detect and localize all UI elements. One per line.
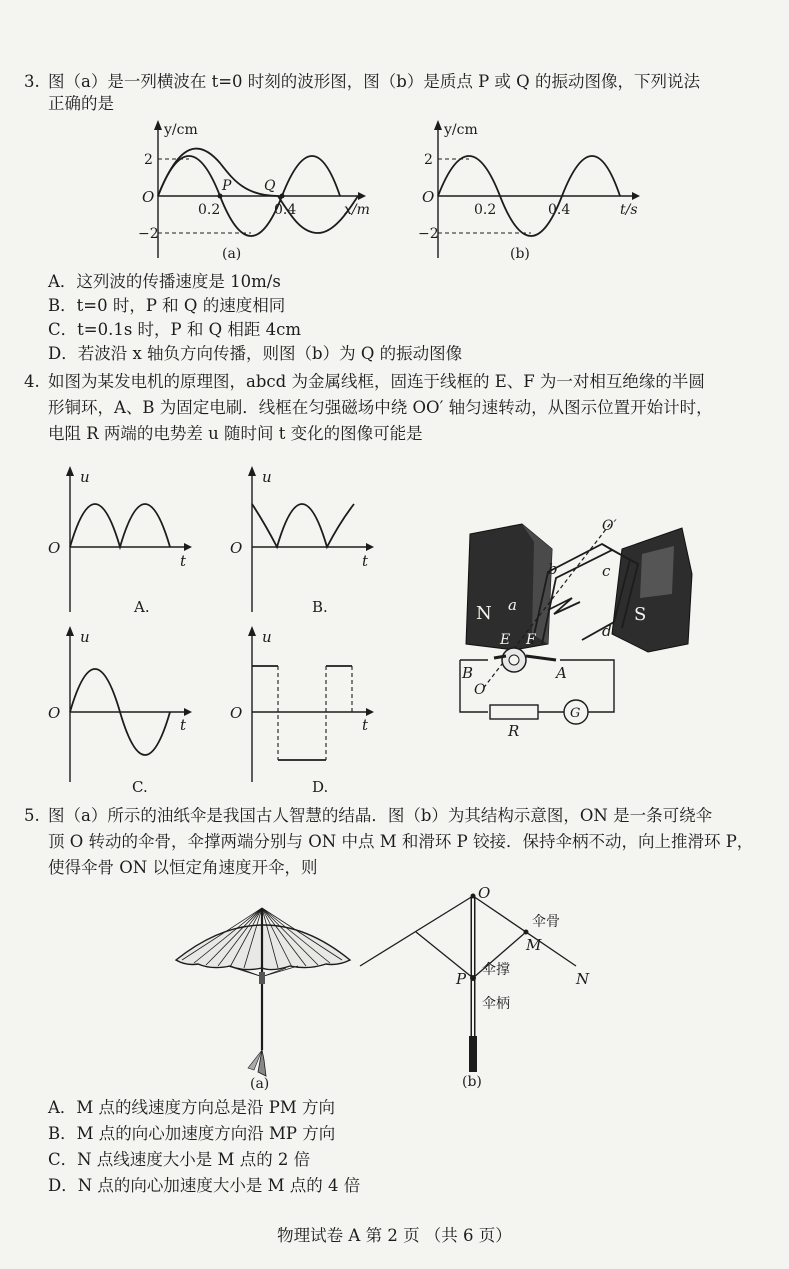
label-o-top: O — [478, 884, 491, 902]
q4a-x-label: t — [180, 552, 187, 570]
q4a-caption: A. — [134, 598, 150, 616]
q3a-xlabel: x/m — [344, 202, 370, 218]
q4-graph-a — [48, 462, 198, 632]
q5-option-d: D．N 点的向心加速度大小是 M 点的 4 倍 — [48, 1176, 361, 1195]
page-footer: 物理试卷 A 第 2 页 （共 6 页） — [277, 1226, 512, 1245]
q3-option-b: B．t=0 时，P 和 Q 的速度相同 — [48, 296, 286, 315]
label-e-ring: E — [500, 632, 511, 648]
q5-option-c: C．N 点线速度大小是 M 点的 2 倍 — [48, 1150, 311, 1169]
q3a-ytick-pos: 2 — [144, 152, 153, 168]
label-strut: 伞撑 — [482, 962, 510, 978]
label-d-corner: d — [602, 622, 612, 640]
q3-wave-graph-a — [140, 118, 370, 268]
q3a-origin: O — [142, 188, 155, 206]
q4-graph-b — [230, 462, 380, 632]
q3a-ytick-neg: −2 — [138, 226, 159, 242]
q4a-origin: O — [48, 539, 61, 557]
label-n: N — [476, 603, 492, 624]
q4a-y-label: u — [80, 468, 90, 486]
label-o: O — [474, 682, 486, 698]
q3-option-c: C．t=0.1s 时，P 和 Q 相距 4cm — [48, 320, 302, 339]
label-r: R — [508, 722, 520, 740]
q5-stem-line2: 顶 O 转动的伞骨，伞撑两端分别与 ON 中点 M 和滑环 P 铰接．保持伞柄不动，向上推滑环 P， — [48, 832, 754, 851]
label-a-brush: A — [556, 664, 567, 682]
label-n-end: N — [576, 970, 590, 988]
q3-stem-line1: 图（a）是一列横波在 t=0 时刻的波形图，图（b）是质点 P 或 Q 的振动图像，下列说法 — [48, 72, 700, 91]
label-c-corner: c — [602, 562, 611, 580]
q3-stem-line2: 正确的是 — [48, 94, 114, 113]
q5-option-a: A．M 点的线速度方向总是沿 PM 方向 — [48, 1098, 336, 1117]
q4c-y-label: u — [80, 628, 90, 646]
q3-number: 3. — [24, 72, 40, 91]
q3-option-a: A．这列波的传播速度是 10m/s — [48, 272, 281, 291]
q3b-ytick-neg: −2 — [418, 226, 439, 242]
q4d-caption: D. — [312, 778, 329, 796]
q3b-origin: O — [422, 188, 435, 206]
umbrella-illustration — [168, 900, 368, 1090]
q4-graph-d — [230, 622, 380, 802]
label-m: M — [526, 936, 542, 954]
q3-vibration-graph-b — [420, 118, 650, 268]
label-b-corner: b — [548, 560, 558, 578]
label-handle: 伞柄 — [482, 996, 510, 1012]
umbrella-schematic — [340, 884, 600, 1090]
q3b-ytick-pos: 2 — [424, 152, 433, 168]
q4c-x-label: t — [180, 716, 187, 734]
q3b-ylabel: y/cm — [444, 122, 478, 138]
q4d-origin: O — [230, 704, 243, 722]
label-a-corner: a — [508, 596, 517, 614]
label-s: S — [634, 604, 647, 625]
q4-stem-line2: 形铜环，A、B 为固定电刷．线框在匀强磁场中绕 OO′ 轴匀速转动，从图示位置开始计时， — [48, 398, 713, 417]
q4b-caption: B. — [312, 598, 328, 616]
q3b-xtick-1: 0.2 — [474, 202, 497, 218]
q5-fig-b-caption: (b) — [462, 1074, 482, 1090]
label-rib: 伞骨 — [532, 914, 560, 930]
q3a-point-p: P — [222, 178, 232, 194]
q4b-y-label: u — [262, 468, 272, 486]
generator-diagram — [452, 494, 752, 754]
label-g: G — [570, 706, 581, 721]
resistor-r — [490, 705, 538, 719]
label-o-prime: O′ — [602, 518, 617, 534]
q4d-y-label: u — [262, 628, 272, 646]
q4c-caption: C. — [132, 778, 148, 796]
q3a-xtick-1: 0.2 — [198, 202, 221, 218]
q3b-caption: (b) — [510, 246, 530, 262]
q3b-xlabel: t/s — [620, 202, 638, 218]
label-b-brush: B — [462, 664, 474, 682]
q5-stem-line3: 使得伞骨 ON 以恒定角速度开伞，则 — [48, 858, 318, 877]
q3a-ylabel: y/cm — [164, 122, 198, 138]
q5-number: 5. — [24, 806, 40, 825]
q5-fig-a-caption: (a) — [250, 1076, 270, 1092]
label-p: P — [456, 970, 467, 988]
q4-number: 4. — [24, 372, 40, 391]
q5-stem-line1: 图（a）所示的油纸伞是我国古人智慧的结晶．图（b）为其结构示意图，ON 是一条可绕伞 — [48, 806, 713, 825]
q3a-xtick-2: 0.4 — [274, 202, 297, 218]
q4-graph-c — [48, 622, 198, 802]
q4d-x-label: t — [362, 716, 369, 734]
q5-option-b: B．M 点的向心加速度方向沿 MP 方向 — [48, 1124, 336, 1143]
q3-option-d: D．若波沿 x 轴负方向传播，则图（b）为 Q 的振动图像 — [48, 344, 463, 363]
q3b-xtick-2: 0.4 — [548, 202, 571, 218]
label-f-ring: F — [526, 632, 536, 648]
q3a-caption: (a) — [222, 246, 242, 262]
q3a-point-q: Q — [264, 178, 276, 194]
q4-stem-line1: 如图为某发电机的原理图，abcd 为金属线框，固连于线框的 E、F 为一对相互绝缘的半圆 — [48, 372, 705, 391]
q4b-x-label: t — [362, 552, 369, 570]
q4b-origin: O — [230, 539, 243, 557]
q4c-origin: O — [48, 704, 61, 722]
q4-stem-line3: 电阻 R 两端的电势差 u 随时间 t 变化的图像可能是 — [48, 424, 423, 443]
